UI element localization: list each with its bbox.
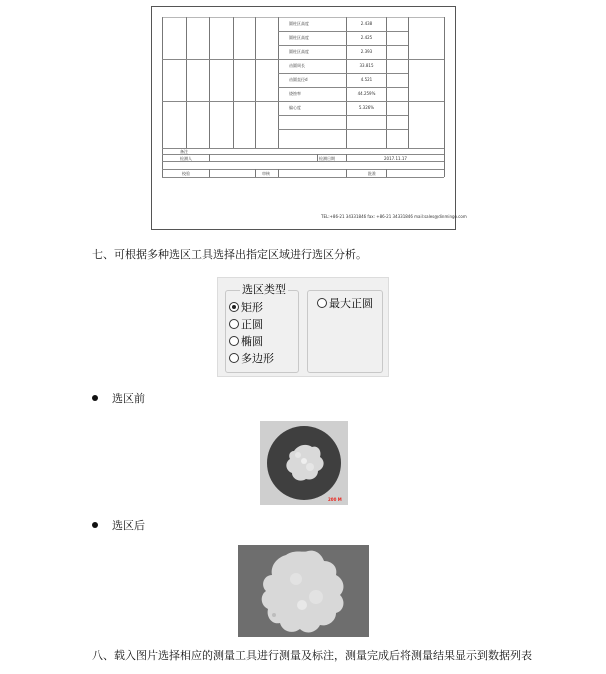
row-label: 齿圆周长 [289, 63, 305, 68]
row-label: 圆柱区高度 [289, 49, 309, 54]
radio-dot-icon[interactable] [229, 353, 239, 363]
radio-label: 矩形 [241, 301, 263, 314]
micrograph-after [238, 545, 369, 637]
radio-max-circle[interactable] [317, 296, 373, 310]
radio-circle[interactable] [229, 317, 263, 331]
radio-rectangle[interactable] [229, 300, 263, 314]
radio-label: 多边形 [241, 352, 274, 365]
radio-dot-icon[interactable] [229, 302, 239, 312]
row-value: 5.326% [358, 105, 375, 110]
radio-dot-icon[interactable] [229, 319, 239, 329]
micrograph-before-image [260, 421, 348, 505]
selection-type-dialog [217, 277, 389, 377]
row-label: 圆柱区高度 [289, 21, 309, 26]
bullet-icon [92, 522, 98, 528]
inspector-label: 检测人 [180, 156, 192, 161]
row-label: 圆柱区高度 [289, 35, 309, 40]
radio-label: 椭圆 [241, 335, 263, 348]
row-value: 44.259% [357, 91, 376, 96]
micrograph-after-image [238, 545, 369, 637]
row-value: 33.815 [359, 63, 374, 68]
section-7-heading: 七、可根据多种选区工具选择出指定区域进行选区分析。 [92, 248, 367, 261]
radio-ellipse[interactable] [229, 334, 263, 348]
row-value: 2.438 [360, 21, 373, 26]
approve-label: 批准 [368, 171, 376, 176]
micrograph-before [260, 421, 348, 505]
row-label: 偏心度 [289, 105, 301, 110]
section-8-heading: 八、载入图片选择相应的测量工具进行测量及标注，测量完成后将测量结果显示到数据列表 [92, 649, 532, 662]
row-value: 4.521 [360, 77, 373, 82]
after-label: 选区后 [112, 519, 145, 532]
radio-label: 正圆 [241, 318, 263, 331]
row-value: 2.393 [360, 49, 373, 54]
radio-dot-icon[interactable] [317, 298, 327, 308]
group-title: 选区类型 [242, 283, 286, 296]
date-label: 检测日期 [319, 156, 335, 161]
row-value: 2.425 [360, 35, 373, 40]
row-label: 齿圆直径d [289, 77, 308, 82]
date-value: 2017.11.17 [384, 156, 407, 161]
review-label: 审核 [262, 171, 270, 176]
row-label: 烧蚀率 [289, 91, 301, 96]
radio-polygon[interactable] [229, 351, 274, 365]
proofread-label: 校验 [182, 171, 190, 176]
report-sheet [151, 6, 467, 230]
contact-footer: TEL:+86-21 34331846 fax: +86-21 34331846 mail:sales@dinmingo.com [321, 214, 467, 219]
bullet-icon [92, 395, 98, 401]
radio-dot-icon[interactable] [229, 336, 239, 346]
remark-label: 备注 [180, 149, 188, 154]
before-label: 选区前 [112, 392, 145, 405]
scale-bar-label: 200 M [328, 497, 342, 502]
radio-label: 最大正圆 [329, 297, 373, 310]
